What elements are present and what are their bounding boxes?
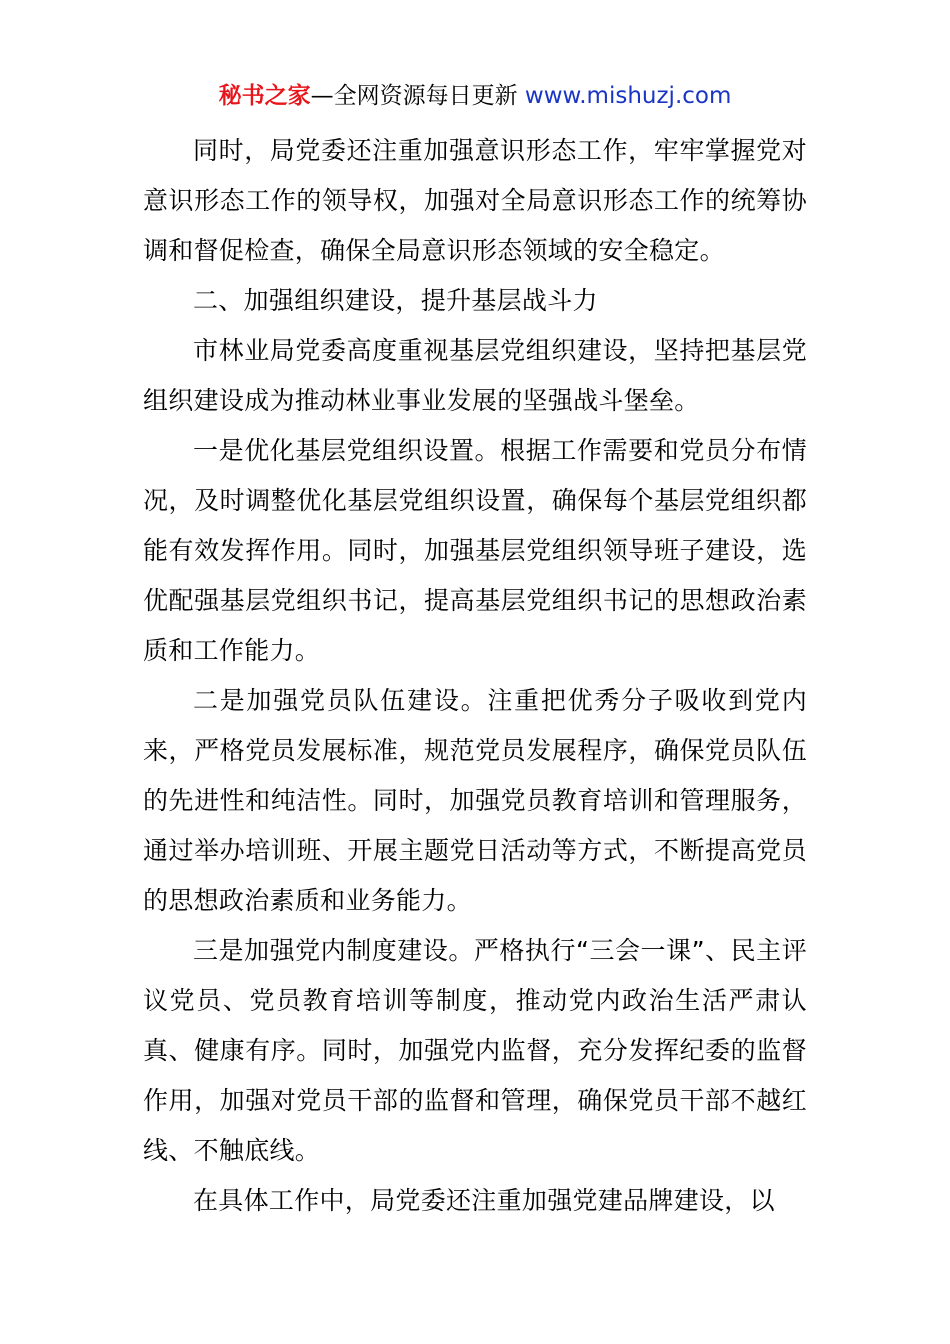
page-header [0,78,950,114]
header-url-link[interactable]: www.mishuzj.com [524,83,732,109]
paragraph-point-three: 三是加强党内制度建设。严格执行“三会一课”、民主评议党员、党员教育培训等制度，推动党内政治生活严肃认真、健康有序。同时，加强党内监督，充分发挥纪委的监督作用，加强对党员干部的监督和管理，确保党员干部不越红线、不触底线。 [143,936,807,1165]
paragraph-point-one: 一是优化基层党组织设置。根据工作需要和党员分布情况，及时调整优化基层党组织设置，确保每个基层党组织都能有效发挥作用。同时，加强基层党组织领导班子建设，选优配强基层党组织书记，提高基层党组织书记的思想政治素质和工作能力。 [143,436,807,665]
section-heading: 二、加强组织建设，提升基层战斗力 [193,286,598,315]
document-body [143,126,807,1226]
paragraph-branding: 在具体工作中，局党委还注重加强党建品牌建设，以 [193,1186,775,1215]
header-brand: 秘书之家 [218,83,311,109]
paragraph-ideology: 同时，局党委还注重加强意识形态工作，牢牢掌握党对意识形态工作的领导权，加强对全局意识形态工作的统筹协调和督促检查，确保全局意识形态领域的安全稳定。 [143,136,807,265]
paragraph-intro: 市林业局党委高度重视基层党组织建设，坚持把基层党组织建设成为推动林业事业发展的坚强战斗堡垒。 [143,336,807,415]
header-tagline: —全网资源每日更新 [310,83,518,109]
paragraph-point-two: 二是加强党员队伍建设。注重把优秀分子吸收到党内来，严格党员发展标准，规范党员发展程序，确保党员队伍的先进性和纯洁性。同时，加强党员教育培训和管理服务，通过举办培训班、开展主题党日活动等方式，不断提高党员的思想政治素质和业务能力。 [143,686,807,915]
